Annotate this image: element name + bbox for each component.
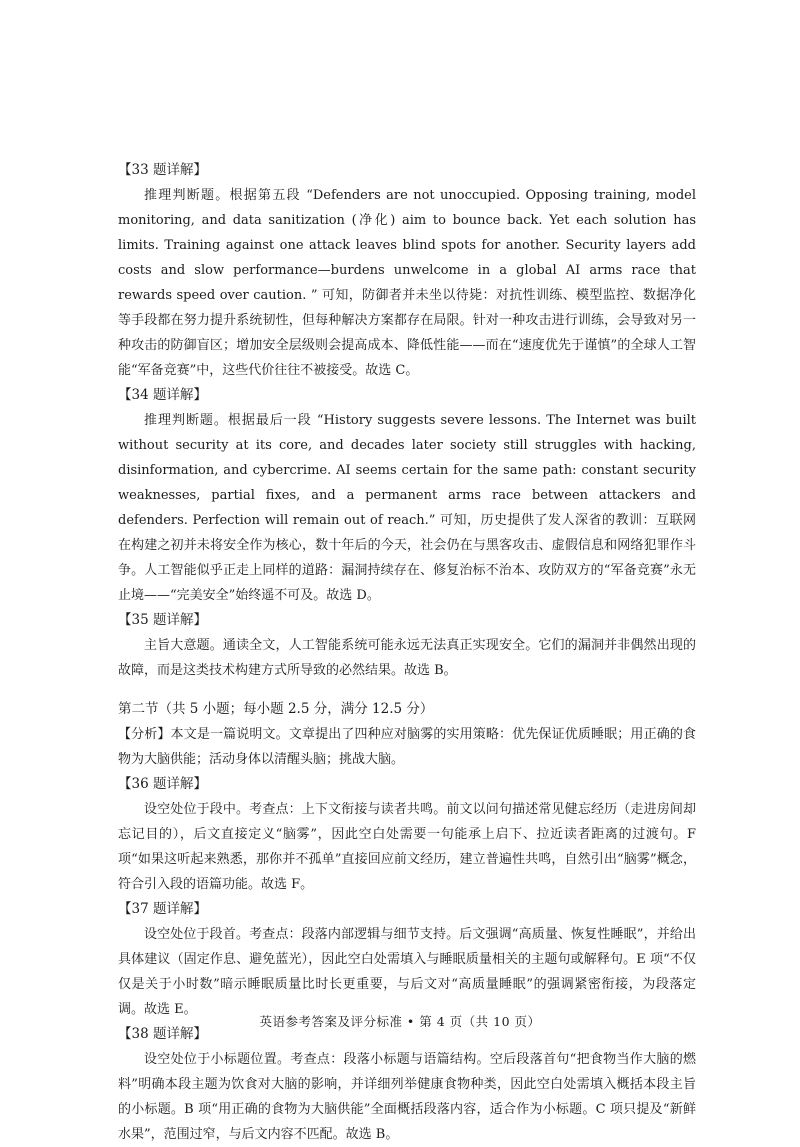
section2-title: 第二节（共 5 小题；每小题 2.5 分，满分 12.5 分） [118,701,434,717]
section2-analysis: 【分析】本文是一篇说明文。文章提出了四种应对脑雾的实用策略：优先保证优质睡眠；用正确的食物为大脑供能；活动身体以清醒头脑；挑战大脑。 [118,727,696,767]
q33-section [118,158,696,383]
section-gap [118,683,696,697]
q34-heading: 【34 题详解】 [118,387,207,403]
q37-heading: 【37 题详解】 [118,901,207,917]
q37-explanation: 设空处位于段首。考查点：段落内部逻辑与细节支持。后文强调“高质量、恢复性睡眠”，并给出具体建议（固定作息、避免蓝光），因此空白处需填入与睡眠质量相关的主题句或解释句。E 项“不仅仅是关于小时数”暗示睡眠质量比时长更重要，与后文对“高质量睡眠”的强调紧密衔接，为段落定调。故选 E。 [118,927,696,1017]
q38-heading: 【38 题详解】 [118,1026,207,1042]
q34-explanation: 推理判断题。根据最后一段 “History suggests severe lessons. The Internet was built without security at its core, and decades later society still struggles with hacking, disinformation, and cybercrime. AI seems certain for the same path: constant security weaknesses, partial fixes, and a permanent arms race between attackers and defenders. Perfection will remain out of reach.” 可知，历史提供了发人深省的教训：互联网在构建之初并未将安全作为核心，数十年后的今天，社会仍在与黑客攻击、虚假信息和网络犯罪作斗争。人工智能似乎正走上同样的道路：漏洞持续存在、修复治标不治本、攻防双方的“军备竞赛”永无止境——“完美安全”始终遥不可及。故选 D。 [118,413,696,603]
q33-explanation: 推理判断题。根据第五段 “Defenders are not unoccupied. Opposing training, model monitoring, and data sanitization (净化) aim to bounce back. Yet each solution has limits. Training against one attack leaves blind spots for another. Security layers add costs and slow performance—burdens unwelcome in a global AI arms race that rewards speed over caution. ” 可知，防御者并未坐以待毙：对抗性训练、模型监控、数据净化等手段都在努力提升系统韧性，但每种解决方案都存在局限。针对一种攻击进行训练，会导致对另一种攻击的防御盲区；增加安全层级则会提高成本、降低性能——而在“速度优先于谨慎”的全球人工智能“军备竞赛”中，这些代价往往不被接受。故选 C。 [118,188,696,378]
page-footer: 英语参考答案及评分标准 • 第 4 页（共 10 页） [259,1014,541,1029]
q37-section [118,897,696,1022]
q35-heading: 【35 题详解】 [118,612,207,628]
q33-heading: 【33 题详解】 [118,162,207,178]
q38-section [118,1022,696,1147]
document-page [118,158,696,1147]
q36-explanation: 设空处位于段中。考查点：上下文衔接与读者共鸣。前文以问句描述常见健忘经历（走进房间却忘记目的），后文直接定义“脑雾”，因此空白处需要一句能承上启下、拉近读者距离的过渡句。F 项“如果这听起来熟悉，那你并不孤单”直接回应前文经历，建立普遍性共鸣，自然引出“脑雾”概念，符合引入段的语篇功能。故选 F。 [118,802,696,892]
q36-heading: 【36 题详解】 [118,776,207,792]
q34-section [118,383,696,608]
q36-section [118,772,696,897]
section2 [118,697,696,772]
q35-explanation: 主旨大意题。通读全文，人工智能系统可能永远无法真正实现安全。它们的漏洞并非偶然出现的故障，而是这类技术构建方式所导致的必然结果。故选 B。 [118,638,696,678]
q38-explanation: 设空处位于小标题位置。考查点：段落小标题与语篇结构。空后段落首句“把食物当作大脑的燃料”明确本段主题为饮食对大脑的影响，并详细列举健康食物种类，因此空白处需填入概括本段主旨的小标题。B 项“用正确的食物为大脑供能”全面概括段落内容，适合作为小标题。C 项只提及“新鲜水果”，范围过窄，与后文内容不匹配。故选 B。 [118,1052,696,1142]
q35-section [118,608,696,683]
